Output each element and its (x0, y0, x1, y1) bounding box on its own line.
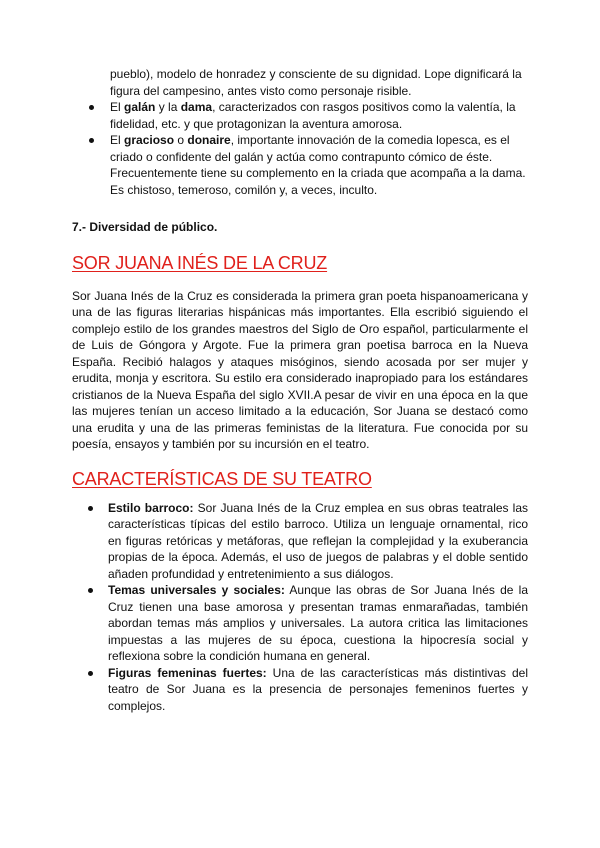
continuation-line: figura del campesino, antes visto como personaje risible. (110, 83, 412, 98)
paragraph-biography: Sor Juana Inés de la Cruz es considerada la primera gran poeta hispanoamericana y una de las figuras literarias hispánicas más importantes. Ella escribió siguiendo el complejo estilo de los grandes maestros del Siglo de Oro español, particularmente el de Luis de Góngora y Argote. Fue la primera gran poetisa barroca en la Nueva España. Recibió halagos y ataques misóginos, siendo acosada por ser mujer y erudita, monja y escritora. Su estilo era considerado inapropiado para los estándares cristianos de la Nueva España del siglo XVII.A pesar de vivir en una época en la que las mujeres tenían un acceso limitado a la educación, Sor Juana se destacó como una erudita y una de las primeras feministas de la literatura. Fue conocida por su poesía, ensayos y también por su incursión en el teatro. (72, 288, 528, 451)
continuation-line: pueblo), modelo de honradez y consciente de su dignidad. Lope dignificará la (110, 67, 522, 81)
list-item: Temas universales y sociales: Aunque las obras de Sor Juana Inés de la Cruz tienen una base amorosa y presentan tramas enmarañadas, también abordan temas más amplios y universales. La autora critica las limitaciones impuestas a las mujeres de su época, cuestiona la hipocresía social y reflexiona sobre la condición humana en general. (72, 582, 528, 665)
bullet-icon (89, 105, 94, 110)
continuation-text (72, 66, 528, 99)
item-label: Estilo barroco: (108, 500, 194, 515)
document-page (72, 66, 528, 714)
character-list (72, 99, 528, 198)
item-label: Temas universales y sociales: (108, 583, 285, 597)
list-item: Figuras femeninas fuertes: Una de las características más distintivas del teatro de Sor Juana es la presencia de personajes femeninos fuertes y complejos. (72, 665, 528, 715)
term-gracioso: gracioso (124, 133, 175, 147)
bullet-icon (88, 671, 93, 676)
subheading: 7.- Diversidad de público. (72, 220, 218, 234)
term-galan: galán (124, 100, 156, 114)
bullet-icon (89, 138, 94, 143)
section-title-theatre: CARACTERÍSTICAS DE SU TEATRO (72, 468, 372, 489)
term-donaire: donaire (187, 133, 231, 147)
list-item: El galán y la dama, caracterizados con rasgos positivos como la valentía, la fidelidad, etc. y que protagonizan la aventura amorosa. (72, 99, 528, 132)
list-item: El gracioso o donaire, importante innovación de la comedia lopesca, es el criado o confidente del galán y actúa como contrapunto cómico de éste. Frecuentemente tiene su complemento en la criada que acompaña a la dama. Es chistoso, temeroso, comilón y, a veces, inculto. (72, 132, 528, 198)
list-item: Estilo barroco: Sor Juana Inés de la Cruz emplea en sus obras teatrales las características típicas del estilo barroco. Utiliza un lenguaje ornamental, rico en figuras retóricas y metáforas, que reflejan la complejidad y la exuberancia propias de la época. Además, el uso de juegos de palabras y el doble sentido añaden profundidad y entretenimiento a sus diálogos. (72, 500, 528, 583)
bullet-icon (88, 506, 93, 511)
item-label: Figuras femeninas fuertes: (108, 665, 267, 680)
section-title-sor-juana: SOR JUANA INÉS DE LA CRUZ (72, 252, 328, 273)
characteristics-list (72, 500, 528, 715)
term-dama: dama (180, 100, 213, 114)
bullet-icon (88, 588, 93, 593)
